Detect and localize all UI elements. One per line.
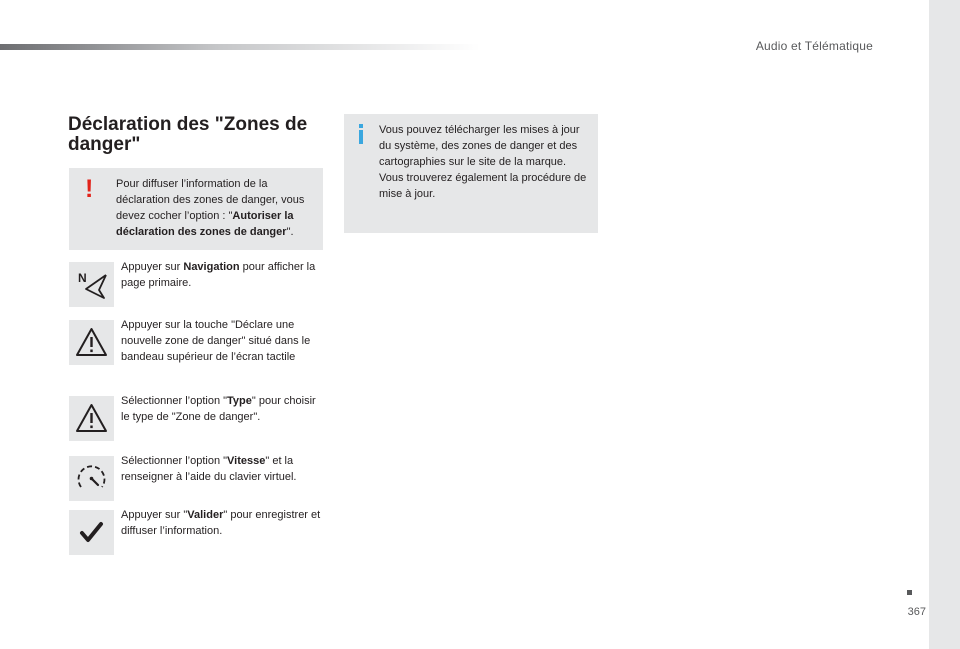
page-number: 367	[907, 606, 926, 618]
step-text-bold: Type	[227, 395, 252, 407]
warning-text-end: ".	[286, 226, 294, 238]
step-text	[121, 507, 326, 539]
warning-text	[116, 176, 319, 240]
step-text-start: Sélectionner l’option "	[121, 455, 228, 467]
info-note	[344, 114, 598, 233]
step-text	[121, 317, 326, 365]
warning-triangle-icon	[69, 320, 114, 365]
header-gradient-bar	[0, 44, 480, 50]
info-text-line-1: Vous pouvez télécharger les mises à jour du système, des zones de danger et des cartographies sur le site de la marque.	[379, 124, 580, 168]
checkmark-icon	[69, 510, 114, 555]
step-text-bold: Vitesse	[227, 455, 266, 467]
warning-text-bold: Autoriser la déclaration des zones de danger	[116, 210, 294, 238]
step-text	[121, 259, 326, 291]
step-text	[121, 393, 326, 425]
step-text-end: " pour choisir le type de "Zone de danger".	[121, 395, 316, 423]
svg-text:N: N	[78, 271, 87, 285]
step-text-end: pour afficher la page primaire.	[121, 261, 316, 289]
page-title: Déclaration des "Zones de danger"	[68, 114, 308, 155]
step-text-start: Appuyer sur la touche "Déclare une nouvelle zone de danger" situé dans le bandeau supérieur de l’écran tactile	[121, 319, 311, 363]
warning-text-start: Pour diffuser l’information de la déclaration des zones de danger, vous devez cocher l’option : "	[116, 178, 305, 222]
step-text-start: Appuyer sur	[121, 261, 184, 273]
exclamation-icon: !	[85, 175, 94, 203]
step-text-bold: Navigation	[183, 261, 240, 273]
page-edge-strip	[929, 0, 960, 649]
section-title: Audio et Télématique	[755, 39, 873, 53]
info-icon	[358, 124, 364, 144]
warning-note	[69, 168, 323, 250]
navigation-icon	[69, 262, 114, 307]
step-text-end: " pour enregistrer et diffuser l’information.	[121, 509, 321, 537]
step-text-start: Sélectionner l’option "	[121, 395, 228, 407]
warning-triangle-icon	[69, 396, 114, 441]
speedometer-icon	[69, 456, 114, 501]
step-text	[121, 453, 326, 485]
info-text-line-2: Vous trouverez également la procédure de mise à jour.	[379, 172, 587, 200]
step-text-bold: Valider	[187, 509, 224, 521]
step-text-end: " et la renseigner à l’aide du clavier virtuel.	[121, 455, 297, 483]
page-marker	[907, 590, 912, 595]
step-text-start: Appuyer sur "	[121, 509, 188, 521]
info-text	[379, 122, 594, 202]
